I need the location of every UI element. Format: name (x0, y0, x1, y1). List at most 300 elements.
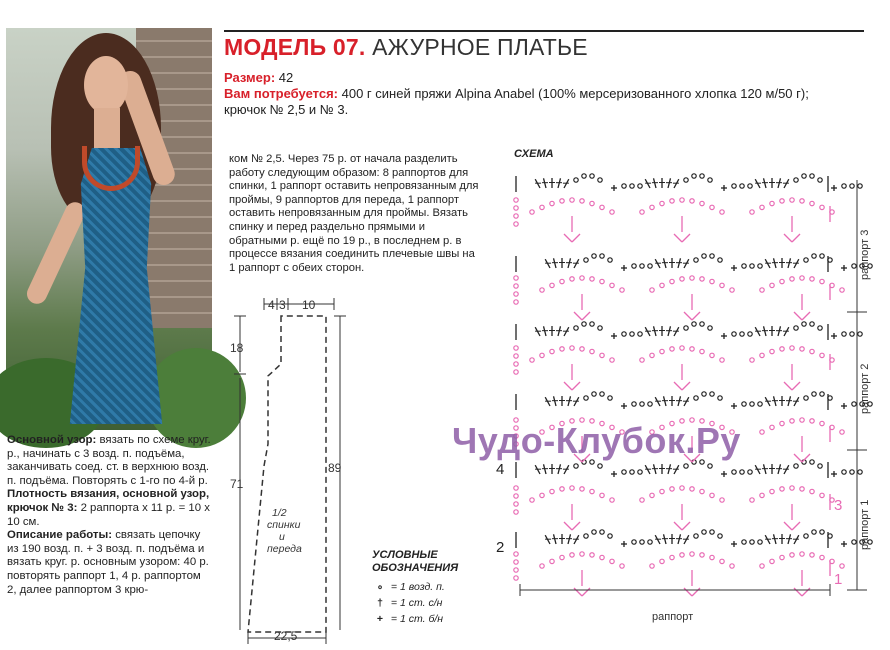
chain-stitch (818, 464, 822, 468)
chain-stitch (514, 502, 518, 506)
chain-stitch (750, 358, 754, 362)
chain-stitch (790, 553, 794, 557)
chain-stitch (694, 396, 698, 400)
chain-stitch (800, 418, 804, 422)
chain-stitch (560, 347, 564, 351)
chain-stitch (742, 540, 746, 544)
stitch-stroke (674, 382, 682, 390)
piece-label-1: 1/2 (272, 507, 287, 519)
chain-stitch (570, 486, 574, 490)
chain-stitch (584, 534, 588, 538)
chain-stitch (514, 510, 518, 514)
chain-stitch (800, 199, 804, 203)
chain-stitch (794, 464, 798, 468)
chain-stitch (620, 564, 624, 568)
stitch-stroke (572, 522, 580, 530)
chain-stitch (584, 258, 588, 262)
chain-stitch (760, 205, 764, 209)
chain-stitch (570, 346, 574, 350)
chain-stitch (514, 576, 518, 580)
chain-stitch (748, 470, 752, 474)
chain-stitch (622, 184, 626, 188)
stitch-stroke (574, 312, 582, 320)
chain-stitch (710, 205, 714, 209)
stitch-stroke (572, 234, 580, 242)
rapport-3-label: раппорт 3 (859, 229, 871, 280)
chain-stitch (580, 199, 584, 203)
chain-stitch (810, 322, 814, 326)
chain-stitch (622, 332, 626, 336)
chain-stitch (692, 322, 696, 326)
chart-rows (514, 174, 872, 596)
chain-stitch (694, 258, 698, 262)
chain-stitch (580, 276, 584, 280)
chain-stitch (598, 326, 602, 330)
double-crochet-icon: † (377, 597, 383, 609)
chain-stitch (740, 184, 744, 188)
chain-stitch (730, 288, 734, 292)
chain-stitch (560, 555, 564, 559)
chain-stitch (780, 421, 784, 425)
chain-stitch (800, 552, 804, 556)
dim-89: 89 (328, 461, 342, 475)
stitch-stroke (682, 234, 690, 242)
chain-stitch (690, 487, 694, 491)
chain-stitch (708, 178, 712, 182)
chain-stitch (580, 347, 584, 351)
chain-stitch (812, 530, 816, 534)
row-number-3: 3 (834, 497, 843, 514)
chain-stitch (760, 353, 764, 357)
stitch-stroke (792, 234, 800, 242)
materials-block (224, 70, 824, 118)
legend (372, 549, 458, 627)
chain-stitch (858, 184, 862, 188)
chain-stitch (742, 402, 746, 406)
chain-stitch (720, 358, 724, 362)
chain-stitch (710, 254, 714, 258)
chain-stitch (690, 199, 694, 203)
chain-stitch (638, 332, 642, 336)
single-crochet-icon: + (376, 613, 384, 625)
chain-stitch (680, 346, 684, 350)
chain-stitch (680, 486, 684, 490)
materials-value: 400 г синей пряжи Alpina Anabel (100% мерсеризованного хлопка 120 м/50 г); крючок № 2,5 и № 3. (224, 86, 809, 117)
chain-stitch (530, 358, 534, 362)
chain-stitch (590, 174, 594, 178)
chain-stitch (590, 553, 594, 557)
chain-stitch (690, 552, 694, 556)
legend-item-sc: + = 1 ст. б/н (372, 611, 458, 627)
chain-stitch (608, 258, 612, 262)
chain-stitch (692, 174, 696, 178)
chain-stitch (790, 419, 794, 423)
chain-stitch (680, 198, 684, 202)
piece-label-3: и (279, 531, 285, 543)
chain-stitch (700, 174, 704, 178)
chain-stitch (710, 555, 714, 559)
chain-stitch (648, 540, 652, 544)
chain-stitch (718, 534, 722, 538)
chain-stitch (540, 493, 544, 497)
chain-stitch (514, 552, 518, 556)
chain-stitch (750, 402, 754, 406)
chain-stitch (600, 254, 604, 258)
chain-stitch (600, 392, 604, 396)
chain-stitch (852, 540, 856, 544)
chain-stitch (592, 254, 596, 258)
chain-stitch (650, 564, 654, 568)
chain-stitch (638, 184, 642, 188)
chain-stitch (812, 392, 816, 396)
chain-stitch (640, 210, 644, 214)
chain-stitch (514, 284, 518, 288)
gauge-text: 2 раппорта х 11 р. = 10 х 10 см. (7, 501, 210, 528)
chain-stitch (630, 332, 634, 336)
chain-stitch (804, 396, 808, 400)
chain-stitch (852, 402, 856, 406)
chain-stitch (804, 258, 808, 262)
chain-stitch (600, 205, 604, 209)
stitch-stroke (582, 312, 590, 320)
chain-stitch (820, 279, 824, 283)
chain-stitch (858, 332, 862, 336)
garment-schematic (226, 294, 366, 646)
chain-stitch (580, 552, 584, 556)
chain-stitch (710, 279, 714, 283)
chain-stitch (514, 370, 518, 374)
model-title: АЖУРНОЕ ПЛАТЬЕ (372, 34, 588, 60)
chain-stitch (514, 494, 518, 498)
chain-stitch (670, 199, 674, 203)
chain-stitch (514, 292, 518, 296)
chain-stitch (640, 498, 644, 502)
chain-stitch (850, 470, 854, 474)
chain-stitch (514, 300, 518, 304)
chain-stitch (820, 254, 824, 258)
chain-stitch (590, 201, 594, 205)
chain-stitch (770, 349, 774, 353)
chain-stitch (810, 201, 814, 205)
chain-stitch (840, 430, 844, 434)
chain-stitch (700, 201, 704, 205)
chain-stitch (514, 354, 518, 358)
piece-label-2: спинки (267, 519, 301, 531)
dim-4: 4 (268, 298, 275, 312)
chain-stitch (790, 486, 794, 490)
chain-stitch (804, 534, 808, 538)
chain-stitch (660, 283, 664, 287)
chain-stitch (514, 206, 518, 210)
chain-stitch (570, 277, 574, 281)
chain-stitch (650, 353, 654, 357)
stitch-stroke (674, 522, 682, 530)
chain-stitch (720, 210, 724, 214)
chain-stitch (700, 489, 704, 493)
chain-stitch (570, 198, 574, 202)
stitch-stroke (682, 522, 690, 530)
chain-stitch (550, 201, 554, 205)
stitch-stroke (564, 382, 572, 390)
chain-stitch (592, 530, 596, 534)
chain-stitch (690, 347, 694, 351)
chain-stitch (640, 540, 644, 544)
description-label: Описание работы: (7, 529, 113, 542)
chain-stitch (780, 555, 784, 559)
chain-stitch (590, 489, 594, 493)
rapport-bottom-label: раппорт (652, 611, 694, 623)
watermark: Чудо-Клубок.Ру (452, 420, 741, 461)
chain-stitch (640, 358, 644, 362)
page-title (224, 34, 588, 61)
chain-stitch (514, 568, 518, 572)
dim-22-5: 22,5 (274, 629, 298, 643)
pattern-label: Основной узор: (7, 434, 97, 446)
chain-stitch (760, 430, 764, 434)
chain-stitch (514, 198, 518, 202)
stitch-stroke (784, 234, 792, 242)
chain-stitch (574, 326, 578, 330)
chain-stitch (610, 559, 614, 563)
stitch-stroke (692, 588, 700, 596)
chain-stitch (540, 205, 544, 209)
chain-stitch (600, 555, 604, 559)
chain-stitch (810, 174, 814, 178)
chain-stitch (820, 530, 824, 534)
dim-10: 10 (302, 298, 316, 312)
chain-stitch (750, 540, 754, 544)
chain-stitch (632, 402, 636, 406)
chain-stitch (702, 254, 706, 258)
chain-stitch (584, 396, 588, 400)
chain-stitch (514, 486, 518, 490)
chain-stitch (840, 288, 844, 292)
chain-stitch (700, 322, 704, 326)
chain-stitch (600, 279, 604, 283)
chain-stitch (770, 425, 774, 429)
row-number-4: 4 (496, 461, 505, 478)
chain-stitch (802, 322, 806, 326)
chain-stitch (818, 178, 822, 182)
chain-stitch (670, 279, 674, 283)
chain-stitch (810, 489, 814, 493)
chain-stitch (590, 277, 594, 281)
size-label: Размер: (224, 70, 276, 85)
chain-stitch (700, 277, 704, 281)
chain-stitch (760, 288, 764, 292)
chain-stitch (760, 493, 764, 497)
chain-stitch (710, 530, 714, 534)
chain-stitch (574, 178, 578, 182)
chain-stitch (648, 402, 652, 406)
stitch-stroke (674, 234, 682, 242)
chain-stitch (580, 487, 584, 491)
stitch-stroke (572, 382, 580, 390)
chain-stitch (514, 362, 518, 366)
chart-title: СХЕМА (514, 148, 554, 160)
chain-stitch (640, 264, 644, 268)
chain-stitch (660, 559, 664, 563)
chain-stitch (590, 322, 594, 326)
chain-stitch (770, 201, 774, 205)
chain-stitch (560, 199, 564, 203)
continued-instructions: ком № 2,5. Через 75 р. от начала разделить работу следующим образом: 8 раппортов для спинки, 1 раппорт оставить непровязанным для проймы, 9 раппортов для переда, 1 раппорт оставить непровязанным для проймы. Вязать спинку и перед раздельно прямыми и обратными р. ещё по 19 р., в последнем р. в процессе вязания соединить плечевые швы на 1 раппорт с обеих сторон. (229, 153, 479, 274)
chain-stitch (732, 470, 736, 474)
chain-stitch (770, 283, 774, 287)
chain-stitch (810, 553, 814, 557)
chain-stitch (530, 498, 534, 502)
chain-stitch (818, 326, 822, 330)
chain-stitch (758, 540, 762, 544)
chain-stitch (560, 487, 564, 491)
chain-stitch (850, 332, 854, 336)
chain-stitch (608, 396, 612, 400)
chain-stitch (660, 489, 664, 493)
dim-3: 3 (279, 298, 286, 312)
chain-stitch (750, 210, 754, 214)
face (84, 56, 128, 114)
chain-stitch (630, 184, 634, 188)
stitch-stroke (794, 312, 802, 320)
chain-stitch (570, 553, 574, 557)
chain-stitch (758, 264, 762, 268)
stitch-stroke (792, 382, 800, 390)
chain-stitch (842, 470, 846, 474)
chain-stitch (540, 353, 544, 357)
chain-stitch (620, 288, 624, 292)
size-value: 42 (278, 70, 294, 85)
chain-icon: ∘ (376, 581, 384, 593)
chain-stitch (530, 210, 534, 214)
chain-stitch (684, 326, 688, 330)
description-text: связать цепочку из 190 возд. п. + 3 возд. п. подъёма и вязать круг. р. основным узором: 40 р. повторять раппорт 1, 4 р. раппортом 2, далее раппортом 3 крю- (7, 529, 209, 596)
chain-stitch (780, 279, 784, 283)
chain-stitch (720, 498, 724, 502)
row-number-1: 1 (834, 571, 843, 588)
stitch-stroke (692, 312, 700, 320)
stitch-stroke (802, 312, 810, 320)
crochet-chart (496, 150, 882, 630)
chain-stitch (770, 559, 774, 563)
stitch-stroke (564, 234, 572, 242)
stitch-stroke (784, 522, 792, 530)
chain-stitch (742, 264, 746, 268)
stitch-stroke (792, 522, 800, 530)
chain-stitch (702, 530, 706, 534)
chain-stitch (540, 288, 544, 292)
dim-71: 71 (230, 477, 244, 491)
chain-stitch (790, 198, 794, 202)
chain-stitch (750, 498, 754, 502)
chain-stitch (582, 322, 586, 326)
chain-stitch (852, 264, 856, 268)
chain-stitch (680, 277, 684, 281)
chain-stitch (748, 332, 752, 336)
chain-stitch (812, 254, 816, 258)
chain-stitch (540, 564, 544, 568)
legend-item-dc: † = 1 ст. с/н (372, 595, 458, 611)
chain-stitch (790, 277, 794, 281)
chain-stitch (740, 470, 744, 474)
chain-stitch (800, 276, 804, 280)
chain-stitch (794, 178, 798, 182)
rapport-1-label: раппорт 1 (859, 499, 871, 550)
chain-stitch (780, 347, 784, 351)
chain-stitch (650, 205, 654, 209)
chain-stitch (610, 210, 614, 214)
chain-stitch (670, 487, 674, 491)
chain-stitch (700, 553, 704, 557)
chain-stitch (670, 347, 674, 351)
chain-stitch (710, 392, 714, 396)
stitch-stroke (794, 588, 802, 596)
chain-stitch (622, 470, 626, 474)
chain-stitch (514, 276, 518, 280)
chain-stitch (842, 184, 846, 188)
chain-stitch (660, 201, 664, 205)
chain-stitch (720, 283, 724, 287)
chain-stitch (574, 464, 578, 468)
chain-stitch (810, 460, 814, 464)
chain-stitch (820, 555, 824, 559)
chain-stitch (790, 346, 794, 350)
chain-stitch (650, 288, 654, 292)
stitch-stroke (802, 588, 810, 596)
stitch-stroke (684, 312, 692, 320)
chain-stitch (592, 392, 596, 396)
chain-stitch (610, 358, 614, 362)
chain-stitch (858, 470, 862, 474)
chain-stitch (600, 353, 604, 357)
chain-stitch (702, 392, 706, 396)
chain-stitch (732, 332, 736, 336)
chain-stitch (850, 184, 854, 188)
stitch-stroke (794, 454, 802, 462)
chain-stitch (684, 464, 688, 468)
chain-stitch (770, 489, 774, 493)
chain-stitch (632, 540, 636, 544)
chain-stitch (730, 564, 734, 568)
chain-stitch (550, 489, 554, 493)
chain-stitch (718, 396, 722, 400)
stitch-stroke (784, 382, 792, 390)
chain-stitch (810, 419, 814, 423)
chain-stitch (684, 178, 688, 182)
chain-stitch (740, 332, 744, 336)
chain-stitch (760, 564, 764, 568)
chain-stitch (810, 277, 814, 281)
chain-stitch (690, 276, 694, 280)
rapport-2-label: раппорт 2 (859, 363, 871, 414)
chain-stitch (708, 464, 712, 468)
arm (24, 199, 89, 307)
chain-stitch (630, 470, 634, 474)
chain-stitch (598, 178, 602, 182)
chain-stitch (780, 199, 784, 203)
stitch-stroke (684, 588, 692, 596)
chain-stitch (550, 283, 554, 287)
chain-stitch (648, 264, 652, 268)
chain-stitch (632, 264, 636, 268)
chain-stitch (640, 402, 644, 406)
stitch-stroke (564, 522, 572, 530)
chain-stitch (610, 498, 614, 502)
chain-stitch (800, 487, 804, 491)
chain-stitch (718, 258, 722, 262)
chain-stitch (748, 184, 752, 188)
chain-stitch (670, 555, 674, 559)
materials-label: Вам потребуется: (224, 86, 338, 101)
